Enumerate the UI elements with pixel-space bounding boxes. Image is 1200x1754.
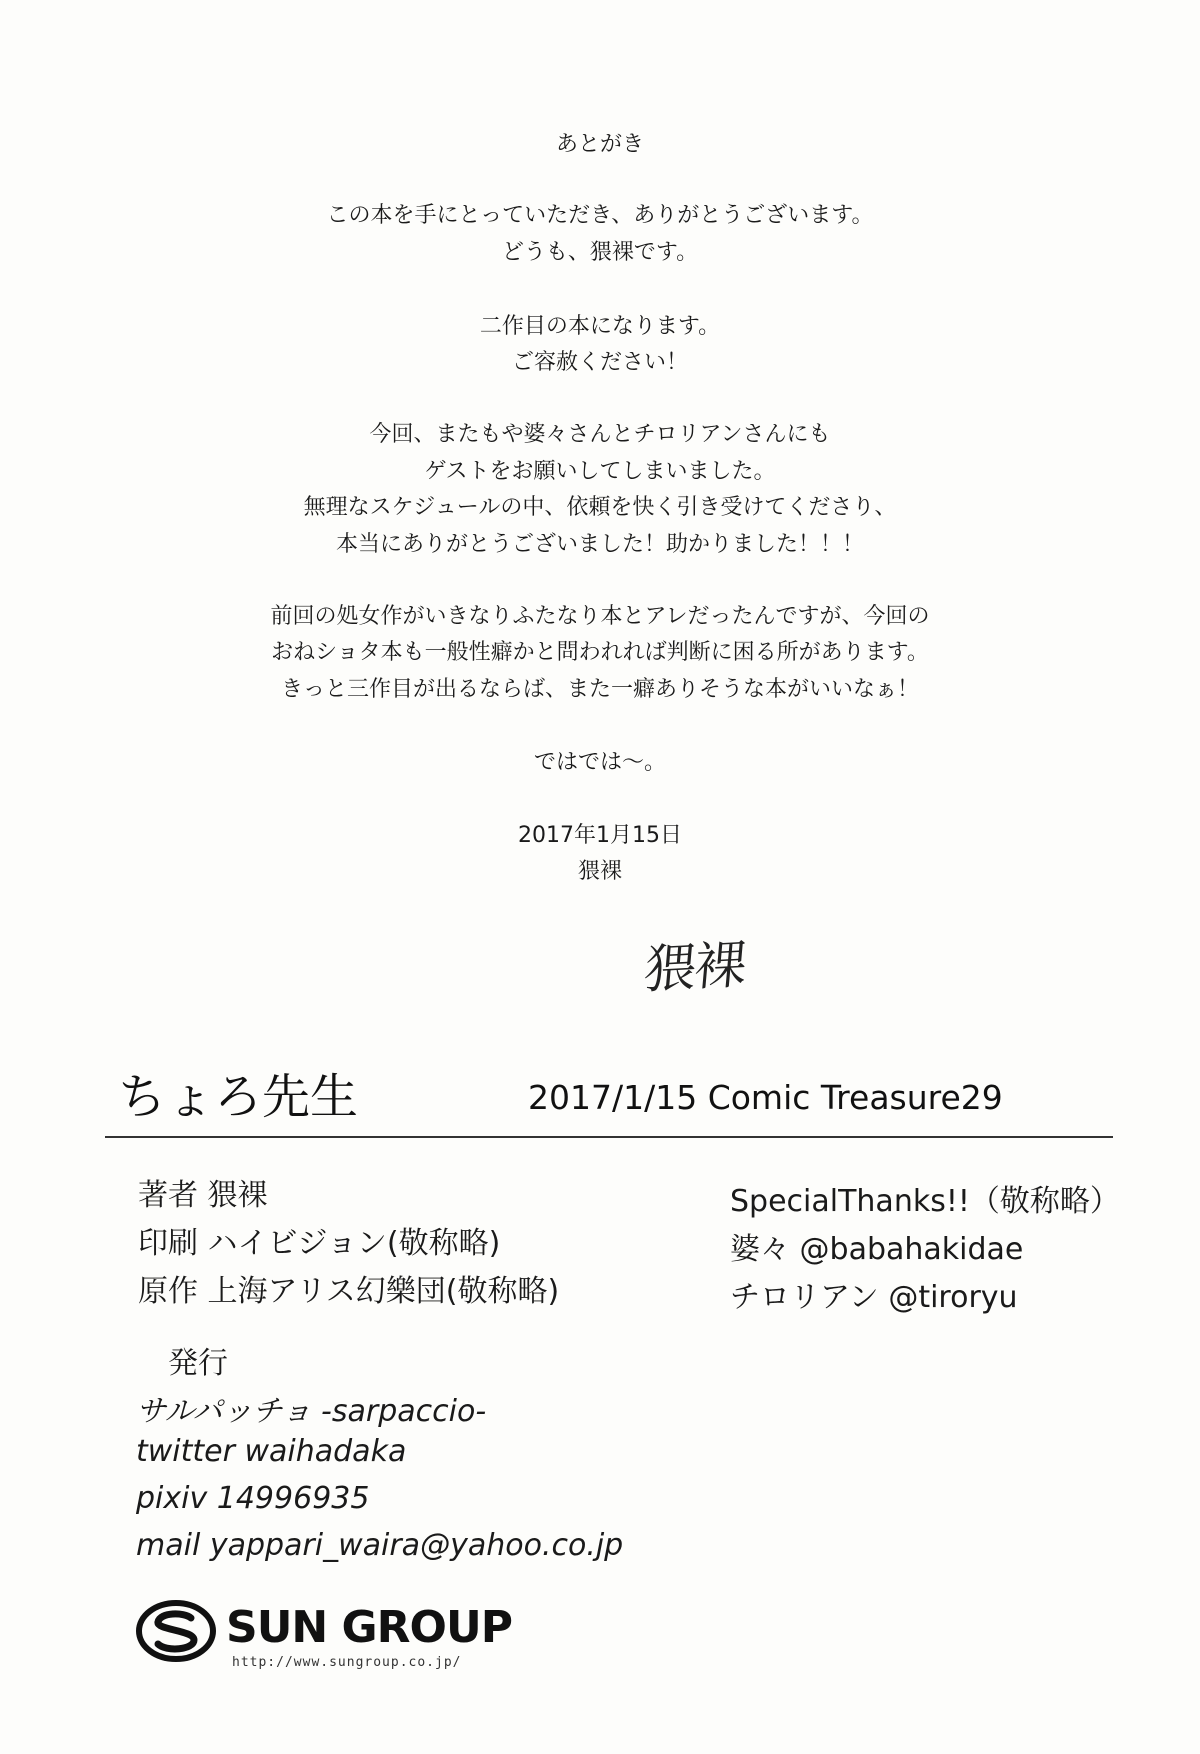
special-thanks-item: 婆々 @babahakidae xyxy=(730,1232,1024,1267)
special-thanks-heading: SpecialThanks!!（敬称略） xyxy=(730,1184,1120,1219)
afterword-heading: あとがき xyxy=(555,132,644,157)
publisher-mail: mail yappari_waira@yahoo.co.jp xyxy=(136,1528,624,1563)
sun-group-logo xyxy=(136,1600,536,1680)
afterword-line: 本当にありがとうございました！助かりました！！！ xyxy=(335,532,864,557)
credit-printer: 印刷 ハイビジョン(敬称略) xyxy=(138,1226,501,1261)
special-thanks-item: チロリアン @tiroryu xyxy=(730,1280,1018,1315)
afterword-line: おねショタ本も一般性癖かと問われれば判断に困る所があります。 xyxy=(271,640,929,665)
sun-group-emblem-icon xyxy=(136,1600,216,1662)
divider xyxy=(105,1136,1113,1138)
publisher-twitter: twitter waihadaka xyxy=(136,1434,407,1469)
afterword-line: ご容赦ください！ xyxy=(511,350,688,375)
afterword-line: どうも、猥裸です。 xyxy=(501,240,699,265)
afterword-line: ゲストをお願いしてしまいました。 xyxy=(424,459,776,484)
afterword-line: この本を手にとっていただき、ありがとうございます。 xyxy=(326,203,874,228)
logo-url: http://www.sungroup.co.jp/ xyxy=(232,1655,462,1670)
credit-original-work: 原作 上海アリス幻樂団(敬称略) xyxy=(138,1274,560,1309)
publisher-circle: サルパッチョ -sarpaccio- xyxy=(136,1394,487,1429)
afterword-author: 猥裸 xyxy=(577,859,622,884)
event-info: 2017/1/15 Comic Treasure29 xyxy=(528,1078,1003,1117)
afterword-date: 2017年1月15日 xyxy=(518,823,682,848)
afterword-line: 二作目の本になります。 xyxy=(479,314,721,339)
afterword-line: 無理なスケジュールの中、依頼を快く引き受けてくださり、 xyxy=(303,495,897,520)
afterword-line: きっと三作目が出るならば、また一癖ありそうな本がいいなぁ！ xyxy=(280,677,919,702)
publisher-label: 発行 xyxy=(168,1346,228,1381)
afterword-closing: ではでは～。 xyxy=(533,750,666,775)
logo-name: SUN GROUP xyxy=(226,1602,512,1653)
handwritten-signature: 猥裸 xyxy=(641,935,748,1001)
afterword-line: 今回、またもや婆々さんとチロリアンさんにも xyxy=(369,422,831,447)
publisher-pixiv: pixiv 14996935 xyxy=(136,1481,370,1516)
credit-author: 著者 猥裸 xyxy=(138,1178,268,1213)
book-title: ちょろ先生 xyxy=(118,1069,359,1125)
afterword-line: 前回の処女作がいきなりふたなり本とアレだったんですが、今回の xyxy=(270,604,930,629)
